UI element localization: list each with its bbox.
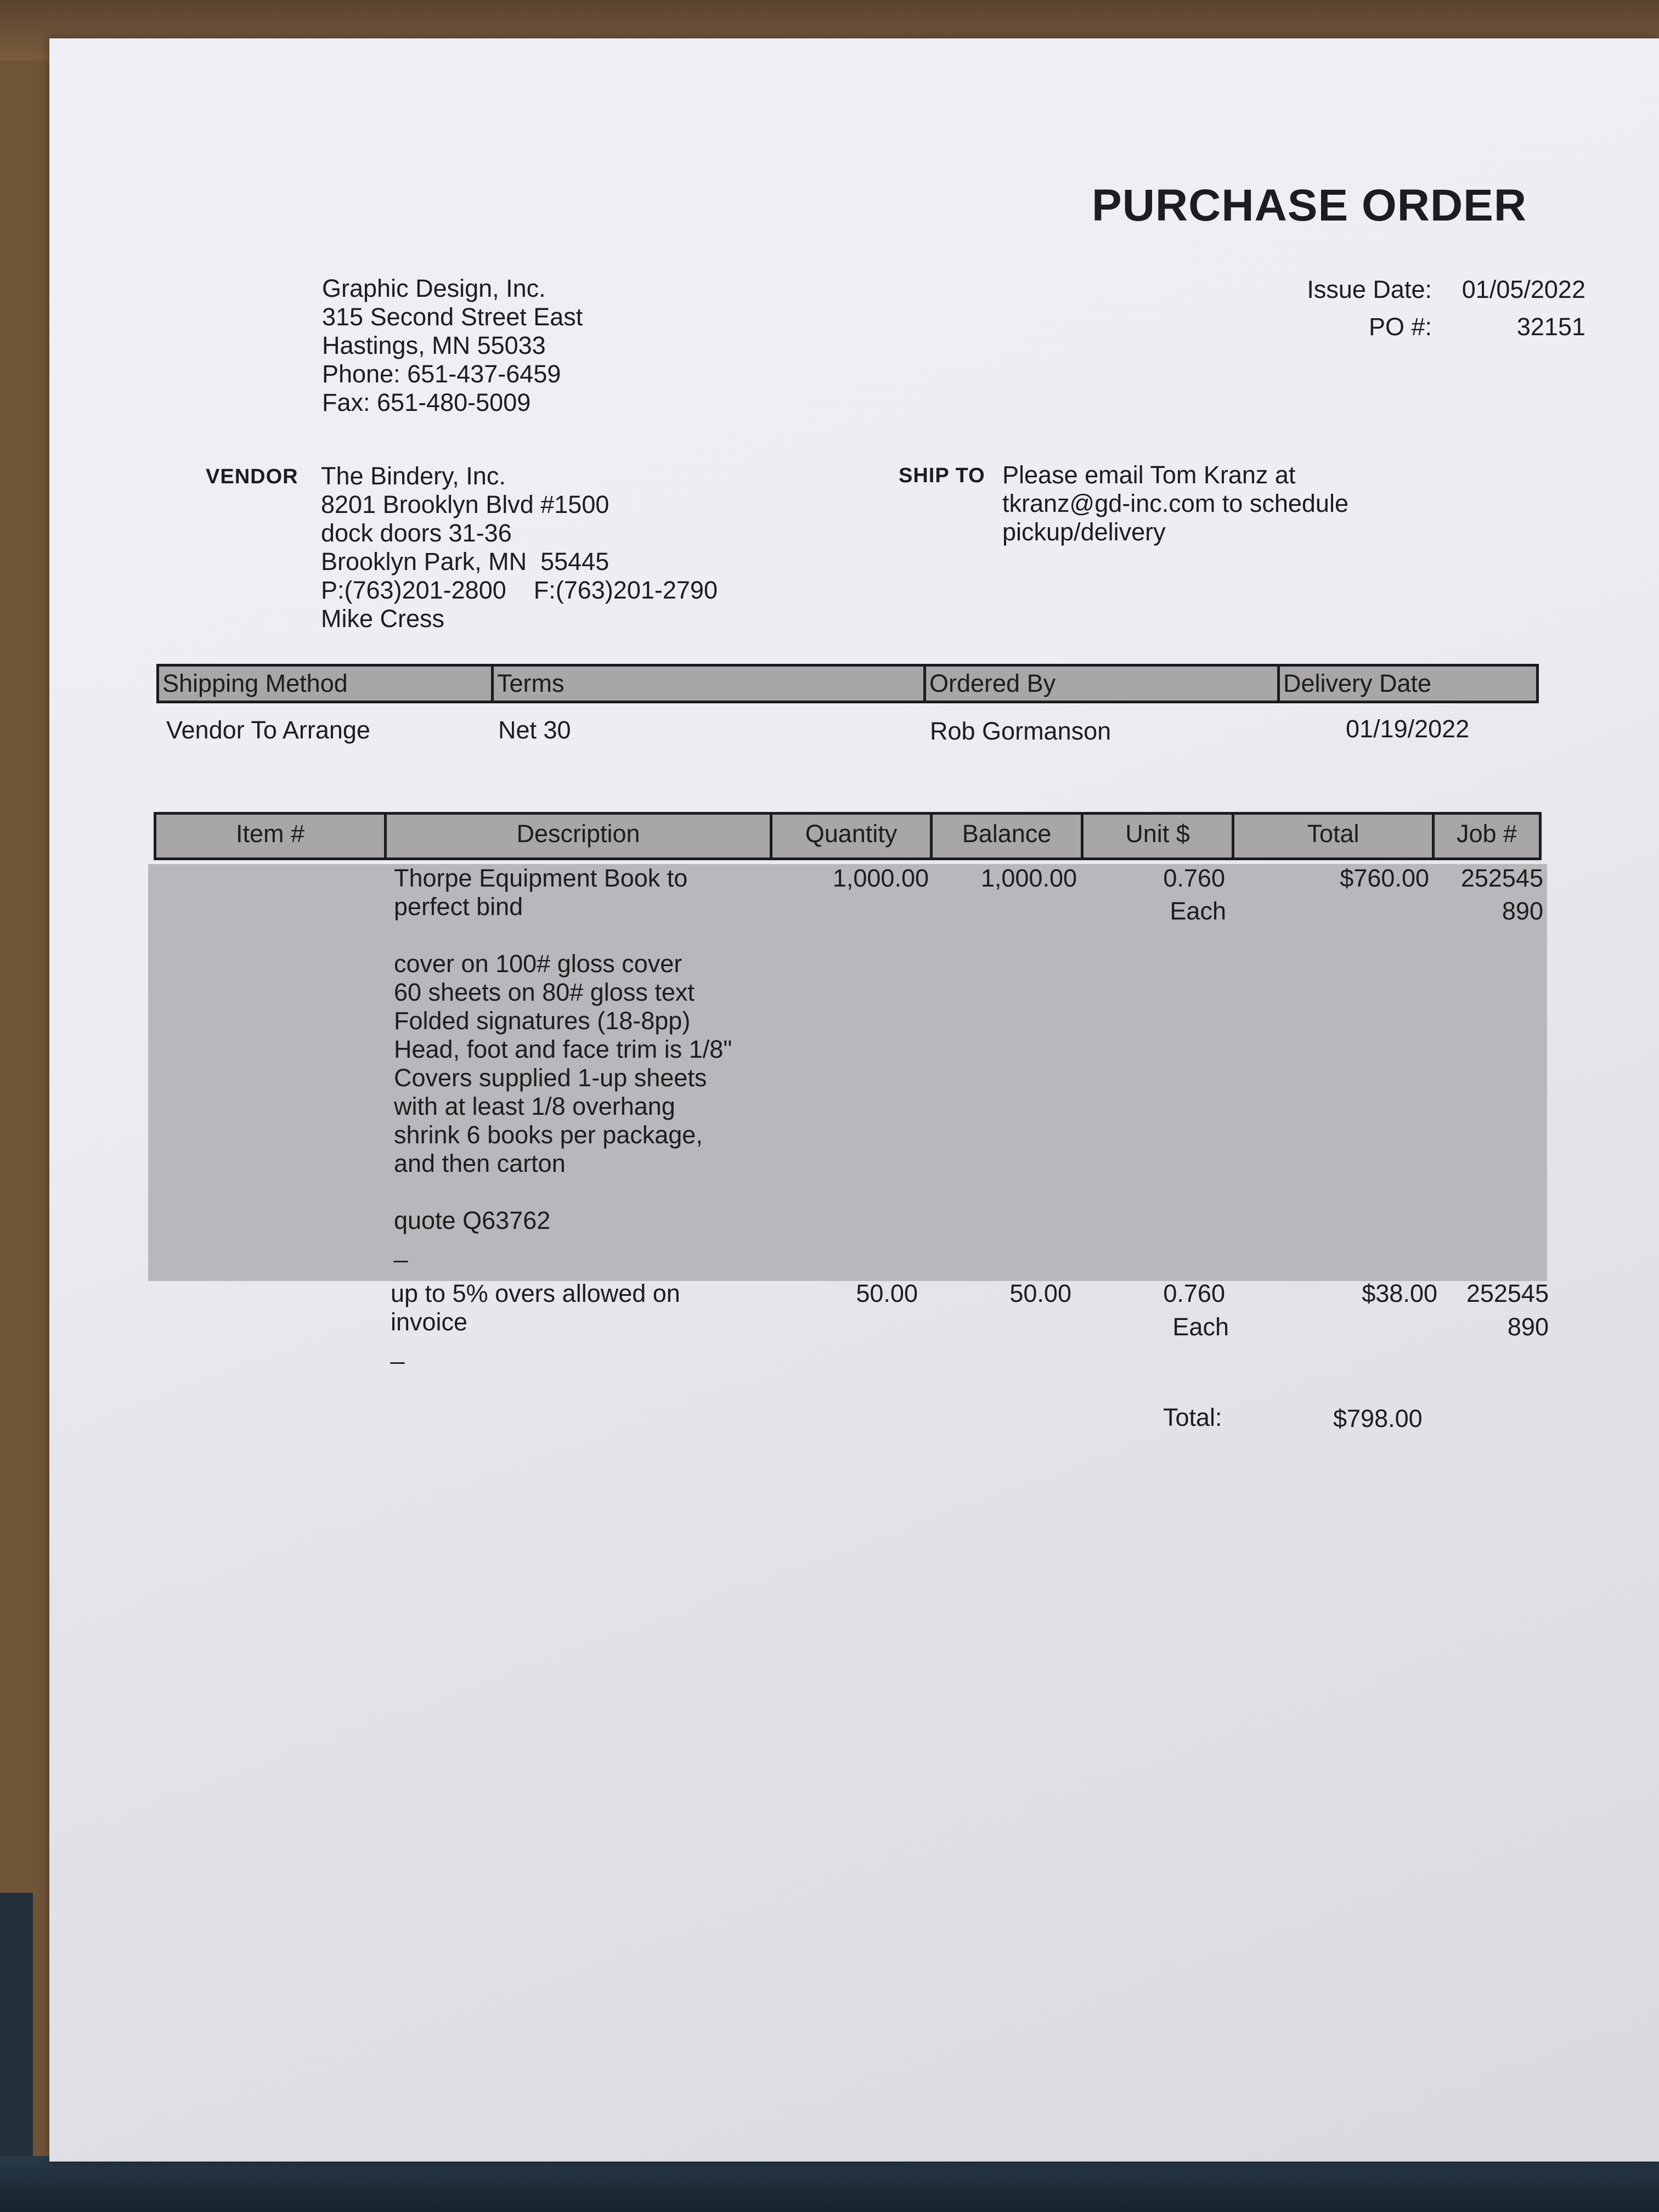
grand-total-value: $798.00 bbox=[1333, 1404, 1423, 1432]
issue-date-value: 01/05/2022 bbox=[1462, 275, 1585, 303]
item-job-suffix: 890 bbox=[1507, 1313, 1549, 1341]
header-unit-price: Unit $ bbox=[1084, 815, 1234, 857]
company-address-block bbox=[322, 274, 583, 417]
item-quantity: 50.00 bbox=[856, 1279, 918, 1307]
vendor-dock: dock doors 31-36 bbox=[321, 519, 512, 547]
po-number-value: 32151 bbox=[1516, 313, 1585, 341]
shipping-method-value: Vendor To Arrange bbox=[166, 716, 370, 744]
item-job-number: 252545 bbox=[1460, 864, 1543, 892]
items-table-header bbox=[154, 812, 1542, 860]
ship-to-label: SHIP TO bbox=[899, 464, 985, 487]
ship-to-line: pickup/delivery bbox=[1002, 518, 1166, 546]
vendor-street: 8201 Brooklyn Blvd #1500 bbox=[321, 490, 610, 518]
vendor-contact: Mike Cress bbox=[321, 605, 445, 633]
item-job-suffix: 890 bbox=[1502, 897, 1543, 925]
item-description-line bbox=[394, 921, 732, 950]
table-row bbox=[391, 1279, 680, 1365]
company-fax: Fax: 651-480-5009 bbox=[322, 388, 531, 416]
vendor-address-block bbox=[321, 462, 718, 633]
item-unit-price: 0.760 bbox=[1163, 1279, 1225, 1307]
purchase-order-sheet bbox=[49, 38, 1659, 2162]
item-job-number: 252545 bbox=[1466, 1279, 1549, 1307]
item-unit: Each bbox=[1170, 897, 1226, 925]
item-quantity: 1,000.00 bbox=[832, 864, 929, 892]
item-description-line: _ bbox=[391, 1336, 405, 1364]
item-description-line: shrink 6 books per package, bbox=[394, 1121, 703, 1149]
item-unit: Each bbox=[1172, 1313, 1229, 1341]
item-description-line: cover on 100# gloss cover bbox=[394, 950, 682, 978]
header-total: Total bbox=[1234, 815, 1435, 857]
header-terms: Terms bbox=[494, 667, 926, 701]
company-name: Graphic Design, Inc. bbox=[322, 274, 546, 302]
vendor-name: The Bindery, Inc. bbox=[321, 462, 506, 490]
item-description-line: Folded signatures (18-8pp) bbox=[394, 1007, 691, 1035]
header-delivery-date: Delivery Date bbox=[1283, 669, 1432, 697]
company-phone: Phone: 651-437-6459 bbox=[322, 360, 561, 388]
terms-value: Net 30 bbox=[498, 716, 571, 744]
item-description-line: quote Q63762 bbox=[394, 1206, 551, 1234]
item-description-line: invoice bbox=[391, 1308, 468, 1336]
header-balance: Balance bbox=[933, 815, 1084, 857]
header-ordered-by: Ordered By bbox=[926, 667, 1280, 701]
grand-total-label: Total: bbox=[1163, 1403, 1222, 1431]
header-shipping-method: Shipping Method bbox=[159, 667, 494, 701]
document-title: PURCHASE ORDER bbox=[1092, 180, 1527, 230]
item-total: $38.00 bbox=[1362, 1279, 1437, 1307]
item-description-line: Thorpe Equipment Book to bbox=[394, 864, 688, 892]
order-info-header bbox=[156, 664, 1539, 703]
item-balance: 1,000.00 bbox=[980, 864, 1077, 892]
item-unit-price: 0.760 bbox=[1163, 864, 1225, 892]
issue-date-label: Issue Date: bbox=[1307, 275, 1432, 303]
header-quantity: Quantity bbox=[772, 815, 933, 857]
item-description-line: _ bbox=[394, 1235, 408, 1263]
item-description-line: Head, foot and face trim is 1/8" bbox=[394, 1035, 732, 1063]
vendor-city: Brooklyn Park, MN 55445 bbox=[321, 548, 610, 575]
vendor-phone-fax: P:(763)201-2800 F:(763)201-2790 bbox=[321, 576, 718, 604]
item-description-line: Covers supplied 1-up sheets bbox=[394, 1064, 707, 1092]
delivery-date-value: 01/19/2022 bbox=[1346, 715, 1470, 743]
company-street: 315 Second Street East bbox=[322, 303, 583, 331]
header-item-number: Item # bbox=[156, 815, 387, 857]
item-description-line: perfect bind bbox=[394, 893, 523, 921]
ship-to-block bbox=[1002, 461, 1348, 546]
desk-surface-left bbox=[0, 1893, 33, 2200]
item-balance: 50.00 bbox=[1009, 1279, 1071, 1307]
header-description: Description bbox=[387, 815, 772, 857]
item-description-line: with at least 1/8 overhang bbox=[394, 1092, 675, 1120]
po-number-label: PO #: bbox=[1368, 313, 1432, 341]
item-description-line: up to 5% overs allowed on bbox=[391, 1279, 680, 1307]
ship-to-line: tkranz@gd-inc.com to schedule bbox=[1002, 489, 1348, 517]
company-city: Hastings, MN 55033 bbox=[322, 331, 546, 359]
item-description-line bbox=[394, 1178, 732, 1206]
header-job-number: Job # bbox=[1456, 820, 1517, 848]
item-row-highlight bbox=[148, 864, 1547, 1281]
table-row bbox=[394, 864, 732, 1263]
item-description-line: 60 sheets on 80# gloss text bbox=[394, 978, 695, 1006]
ship-to-line: Please email Tom Kranz at bbox=[1002, 461, 1296, 489]
item-total: $760.00 bbox=[1340, 864, 1429, 892]
ordered-by-value: Rob Gormanson bbox=[930, 717, 1111, 745]
desk-surface-bottom bbox=[0, 2156, 1659, 2212]
vendor-label: VENDOR bbox=[206, 465, 298, 488]
item-description-line: and then carton bbox=[394, 1149, 566, 1177]
